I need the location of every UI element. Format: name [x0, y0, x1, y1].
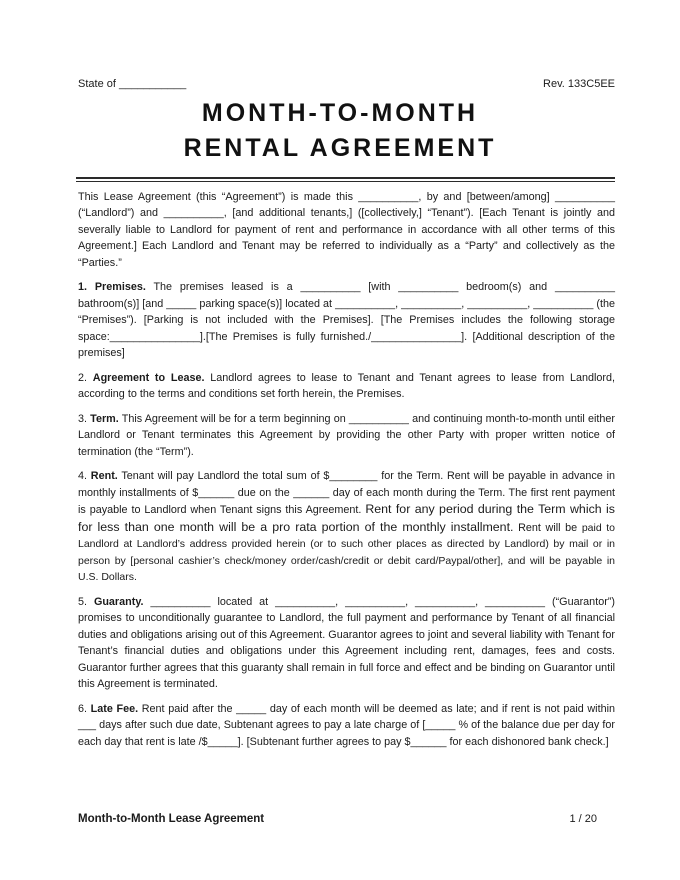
section-number: 4. — [78, 470, 91, 482]
section-text-segment: __________ located at __________, __________, __________, __________ (“Guarantor”) promises to unconditionally guarantee to Landlord, the full payment and performance by Tenant of all financial duties and obligations arising out of this Agreement. Guarantor agrees to joint and several liability with Tenant for Tenant’s financial duties and obligations under this Agreement including rent, damages, fees and costs. Guarantor further agrees that this guaranty shall remain in full force and effect and be binding on Guarantor until this Agreement is terminated. — [78, 595, 615, 690]
section-heading: Rent. — [90, 470, 118, 482]
section-heading: Agreement to Lease. — [92, 371, 205, 384]
section-text-segment: Rent for any period during the Term which is for less than one month will be a pro rata portion of the monthly installment. — [78, 502, 615, 534]
section-text-segment: This Agreement will be for a term beginning on __________ and continuing month-to-month until either Landlord or Tenant terminates this Agreement by providing the other Party with proper written notice of termination (the “Term”). — [78, 412, 615, 458]
state-of-line: State of ___________ — [78, 78, 187, 90]
intro-paragraph: This Lease Agreement (this “Agreement”) is made this __________, by and [between/among] __________ (“Landlord”) and __________, [and additional tenants,] ([collectively,] “Tenant”). [Each Tenant is jointly and severally liable to Landlord for payment of rent and performance in accordance with all other terms of this Agreement.] Each Landlord and Tenant may be referred to individually as a “Party” and collectively as the “Parties.” — [78, 190, 615, 269]
title-line-1: MONTH-TO-MONTH — [201, 99, 479, 127]
section-paragraph-2 — [78, 370, 615, 403]
section-paragraph-4 — [78, 468, 615, 586]
footer-page-number: 1 / 20 — [569, 813, 597, 825]
title-double-rule — [76, 177, 615, 182]
document-body — [78, 189, 615, 751]
section-text-segment: Rent will be — [513, 521, 582, 534]
page-footer — [78, 813, 597, 825]
section-heading: Premises. — [94, 281, 146, 293]
section-paragraph-5 — [78, 594, 615, 693]
section-text-segment: Rent paid after the _____ day of each month will be deemed as late; and if rent is not paid within ___ days after such due date, Subtenant agrees to pay a late charge of [_____ % of the balance due per day for each day that rent is late /$_____]. [Subtenant further agrees to pay $______ for each dishonored bank check.] — [78, 702, 615, 748]
section-heading: Term. — [90, 412, 119, 425]
section-number: 2. — [78, 371, 93, 384]
header-meta — [0, 0, 680, 91]
section-number: 6. — [78, 702, 91, 715]
revision-label: Rev. 133C5EE — [543, 78, 615, 90]
footer-doc-title: Month-to-Month Lease Agreement — [78, 813, 265, 825]
section-number: 3. — [78, 412, 91, 425]
section-text-segment: The premises leased is a __________ [with __________ bedroom(s) and __________ bathroom(s)] [and _____ parking space(s)] located at __________, __________, __________, __________ (the “Premises”). [Parking is not included with the Premises]. [The Premises includes the following storage space:_______________].[The Premises is fully furnished./_______________]. [Additional description of the premises] — [78, 281, 615, 359]
section-number: 5. — [78, 595, 94, 608]
sections — [78, 279, 615, 750]
section-paragraph-1 — [78, 279, 615, 362]
section-text-segment: Landlord agrees to lease to Tenant and Tenant agrees to lease from Landlord, according to the terms and conditions set forth herein, the Premises. — [78, 371, 616, 400]
section-paragraph-6 — [78, 701, 615, 751]
section-paragraph-3 — [78, 411, 615, 461]
title-line-2: RENTAL AGREEMENT — [183, 134, 497, 162]
section-text-segment: Tenant will pay Landlord the total sum of $________ for the Term. Rent will be payable in advance in monthly installments of $______ due on the ______ day of each month during the Term. The first rent payment is payable to Landlord when Tenant signs this Agreement. — [78, 470, 615, 516]
section-heading: Guaranty. — [93, 595, 144, 608]
section-number: 1. — [78, 281, 95, 293]
section-text-segment: paid to Landlord at Landlord’s address provided herein (or to such other places as directed by Landlord) by mail or in person by [personal cashier’s check/money order/cash/credit or debit card/Paypal/other], and will be payable in U.S. Dollars. — [78, 521, 615, 583]
section-heading: Late Fee. — [90, 702, 139, 715]
page-title — [0, 96, 680, 166]
